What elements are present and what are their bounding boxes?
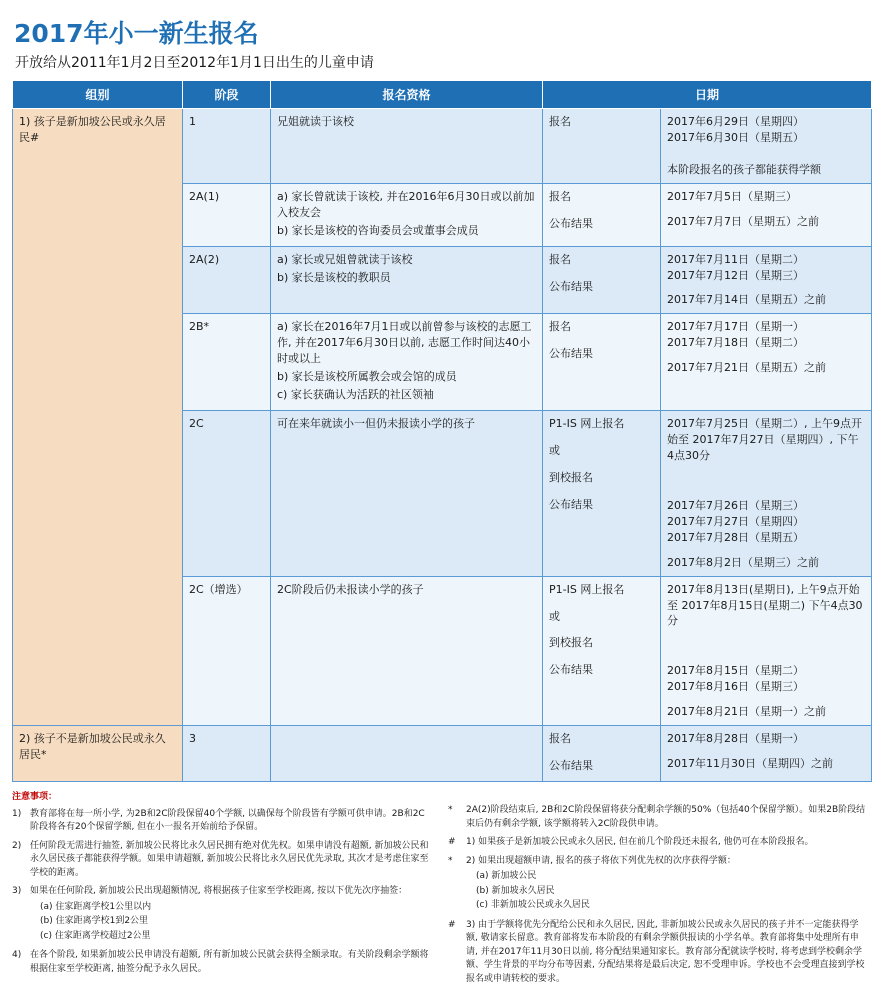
col-header-date: 日期 <box>543 81 872 109</box>
footnote-sublist <box>466 870 866 913</box>
phase-label-cell <box>543 726 661 782</box>
date-line: 2017年8月13日(星期日), 上午9点开始至 2017年8月15日(星期二) 下午4点30分 <box>667 582 863 628</box>
phase-label-cell <box>543 314 661 411</box>
stage-cell: 2B* <box>183 314 271 411</box>
footnote-subitem: (c) 住家距离学校超过2公里 <box>40 930 151 941</box>
phase-dates <box>667 416 865 464</box>
phase-label-cell <box>543 576 661 726</box>
footnote-marker: 1) <box>12 808 22 819</box>
stage-cell: 2C <box>183 411 271 577</box>
phase-label: 报名 <box>549 732 571 746</box>
footnote-sublist <box>30 901 430 944</box>
phase-label: 公布结果 <box>549 347 593 361</box>
phase-dates <box>667 498 865 546</box>
footnote-subitem: (c) 非新加坡公民或永久居民 <box>476 900 590 910</box>
eligibility-item: a) 家长曾就读于该校, 并在2016年6月30日或以前加入校友会 <box>277 189 535 219</box>
date-line: 2017年7月25日（星期二）, 上午9点开始至 2017年7月27日（星期四）, 下午4点30分 <box>667 417 862 462</box>
footnote-item <box>12 840 430 881</box>
footnote-text: 1) 如果孩子是新加坡公民或永久居民, 但在前几个阶段还未报名, 他仍可在本阶段报名。 <box>466 837 814 847</box>
eligibility-cell <box>271 726 543 782</box>
footnote-marker: * <box>448 805 453 815</box>
date-line: 2017年8月16日（星期三） <box>667 680 804 694</box>
date-line: 2017年7月11日（星期二） <box>667 252 804 266</box>
phase-dates <box>667 114 865 178</box>
date-line: 2017年7月7日（星期五）之前 <box>667 214 819 228</box>
eligibility-item: b) 家长是该校的咨询委员会或董事会成员 <box>277 223 479 237</box>
group-cell: 2) 孩子不是新加坡公民或永久居民* <box>13 726 183 782</box>
date-line <box>667 146 865 162</box>
phase-dates <box>667 292 865 308</box>
phase-label: 公布结果 <box>549 759 593 773</box>
phase-label: 或 <box>549 444 560 457</box>
phase-dates <box>667 731 865 747</box>
phase-label: P1-IS 网上报名 <box>549 582 625 596</box>
phase-label: 到校报名 <box>549 636 593 650</box>
eligibility-cell <box>271 246 543 314</box>
footnote-subitem: (b) 新加坡永久居民 <box>476 885 555 896</box>
phase-dates <box>667 756 865 772</box>
date-line: 本阶段报名的孩子都能获得学额 <box>667 162 821 176</box>
date-line: 2017年7月17日（星期一） <box>667 320 804 334</box>
table-body <box>13 109 872 782</box>
eligibility-item: b) 家长是该校所属教会或会馆的成员 <box>277 370 457 384</box>
phase-label-cell <box>543 183 661 246</box>
page-title: 2017年小一新生报名 <box>14 19 259 48</box>
date-line: 2017年6月29日（星期四） <box>667 115 804 128</box>
phase-dates <box>667 214 865 230</box>
phase-dates <box>667 704 865 720</box>
registration-schedule-table <box>12 80 872 782</box>
eligibility-item: b) 家长是该校的教职员 <box>277 270 391 284</box>
phase-dates <box>667 189 865 205</box>
footnote-marker: 4) <box>12 950 22 960</box>
phase-date-cell <box>661 246 872 314</box>
phase-label: 或 <box>549 609 560 623</box>
footnote-item <box>12 885 430 944</box>
footnote-subitem: (a) 新加坡公民 <box>476 871 537 881</box>
table-row <box>13 726 872 782</box>
footnotes-right <box>448 791 866 991</box>
phase-date-cell <box>661 109 872 184</box>
page-subtitle: 开放给从2011年1月2日至2012年1月1日出生的儿童申请 <box>15 55 374 71</box>
date-line: 2017年7月26日（星期三） <box>667 498 804 512</box>
date-line: 2017年7月14日（星期五）之前 <box>667 293 826 307</box>
eligibility-item: 兄姐就读于该校 <box>277 115 354 128</box>
phase-dates <box>667 473 865 489</box>
phase-label: 报名 <box>549 115 571 128</box>
stage-cell: 2A(2) <box>183 246 271 314</box>
phase-label: 报名 <box>549 252 571 266</box>
phase-date-cell <box>661 183 872 246</box>
phase-label-cell <box>543 411 661 577</box>
footnote-text: 任何阶段无需进行抽签, 新加坡公民将比永久居民拥有绝对优先权。如果申请没有超额, 新加坡公民和永久居民孩子都能获得学额。如果申请超额, 新加坡公民将比永久居民优先录取, 其次才是考虑住家至学校的距离。 <box>30 840 429 878</box>
eligibility-cell <box>271 576 543 726</box>
footnote-text: 在各个阶段, 如果新加坡公民申请没有超额, 所有新加坡公民就会获得全额录取。有关阶段剩余学额将根据住家至学校距离, 抽签分配予永久居民。 <box>30 950 429 974</box>
footnote-marker: * <box>448 855 453 866</box>
footnote-text: 2) 如果出现超额申请, 报名的孩子将依下列优先权的次序获得学额： (a) 新加坡公民 (b) 新加坡永久居民 (c) 非新加坡公民或永久居民 <box>466 855 866 914</box>
footnote-marker: 2) <box>12 840 22 851</box>
phase-label: 报名 <box>549 189 571 203</box>
date-line: 2017年8月21日（星期一）之前 <box>667 705 826 719</box>
table-row <box>13 109 872 184</box>
eligibility-cell <box>271 314 543 411</box>
phase-label: 公布结果 <box>549 663 593 677</box>
phase-dates <box>667 555 865 571</box>
footnotes-title: 注意事项： <box>12 792 58 802</box>
phase-label-cell <box>543 109 661 184</box>
footnote-item <box>12 808 430 835</box>
date-line: 2017年7月18日（星期二） <box>667 336 804 350</box>
date-line: 2017年8月2日（星期三）之前 <box>667 555 819 569</box>
footnote-text: 2A(2)阶段结束后, 2B和2C阶段保留将获分配剩余学额的50%（包括40个保留学额）。如果2B阶段结束后仍有剩余学额, 该学额将转入2C阶段供申请。 <box>466 805 866 829</box>
phase-date-cell <box>661 576 872 726</box>
date-line: 2017年7月12日（星期三） <box>667 268 804 282</box>
phase-dates <box>667 360 865 376</box>
footnote-item <box>448 919 866 987</box>
eligibility-cell <box>271 183 543 246</box>
stage-cell: 3 <box>183 726 271 782</box>
phase-label: 公布结果 <box>549 279 593 293</box>
date-line: 2017年7月27日（星期四） <box>667 514 804 528</box>
phase-label: 到校报名 <box>549 470 593 484</box>
phase-label: P1-IS 网上报名 <box>549 417 625 431</box>
phase-dates <box>667 252 865 284</box>
col-header-stage: 阶段 <box>183 81 271 109</box>
footnote-text: 教育部将在每一所小学, 为2B和2C阶段保留40个学额, 以确保每个阶段皆有学额可供申请。2B和2C阶段将各有20个保留学额, 但在小一报名开始前给予保留。 <box>30 808 425 832</box>
eligibility-item: 可在来年就读小一但仍未报读小学的孩子 <box>277 417 475 431</box>
stage-cell: 2C（增选） <box>183 576 271 726</box>
eligibility-item: a) 家长或兄姐曾就读于该校 <box>277 252 413 266</box>
footnote-text: 如果在任何阶段, 新加坡公民出现超额情况, 将根据孩子住家至学校距离, 按以下优先次序抽签： (a) 住家距离学校1公里以内 (b) 住家距离学校1到2公里 (c) 住家距离学校超过2公里 <box>30 885 430 944</box>
phase-dates <box>667 663 865 695</box>
phase-dates <box>667 319 865 351</box>
footnote-text: 3) 由于学额将优先分配给公民和永久居民, 因此, 非新加坡公民或永久居民的孩子并不一定能获得学额, 敬请家长留意。教育部将发布本阶段的有剩余学额供报读的小学名单。教育部将集中处理所有申请, 并在2017年11月30日以前, 将分配结果通知家长。教育部分配就读学校时, 将考虑到学校剩余学额、学生背景的平均分布等因素, 分配结果将是最后决定, 恕不受理申诉。学校也不会受理直接到学校报名或申请转校的要求。 <box>466 919 865 984</box>
table-header-row <box>13 81 872 109</box>
stage-cell: 2A(1) <box>183 183 271 246</box>
phase-date-cell <box>661 411 872 577</box>
date-line: 2017年7月21日（星期五）之前 <box>667 361 826 375</box>
footnote-item <box>448 836 866 850</box>
eligibility-cell <box>271 109 543 184</box>
footnote-marker: 3) <box>12 886 22 896</box>
eligibility-item: a) 家长在2016年7月1日或以前曾参与该校的志愿工作, 并在2017年6月30日以前, 志愿工作时间达40小时或以上 <box>277 320 532 366</box>
phase-label: 公布结果 <box>549 216 593 230</box>
footnote-subitem: (a) 住家距离学校1公里以内 <box>40 901 152 912</box>
footnotes <box>12 791 871 991</box>
footnote-marker: # <box>448 837 456 847</box>
group-cell: 1) 孩子是新加坡公民或永久居民# <box>13 109 183 726</box>
phase-label: 公布结果 <box>549 497 593 511</box>
col-header-group: 组别 <box>13 81 183 109</box>
phase-date-cell <box>661 726 872 782</box>
footnote-marker: # <box>448 919 456 930</box>
phase-dates <box>667 638 865 654</box>
eligibility-item: 2C阶段后仍未报读小学的孩子 <box>277 582 424 596</box>
date-line: 2017年6月30日（星期五） <box>667 130 804 144</box>
date-line: 2017年11月30日（星期四）之前 <box>667 757 833 771</box>
phase-label: 报名 <box>549 320 571 334</box>
eligibility-item: c) 家长获确认为活跃的社区领袖 <box>277 388 434 402</box>
date-line: 2017年8月28日（星期一） <box>667 732 804 746</box>
col-header-eligibility: 报名资格 <box>271 81 543 109</box>
footnote-subitem: (b) 住家距离学校1到2公里 <box>40 916 149 926</box>
phase-date-cell <box>661 314 872 411</box>
footnote-item <box>448 855 866 914</box>
footnotes-left <box>12 791 430 991</box>
date-line: 2017年8月15日（星期二） <box>667 664 804 678</box>
footnote-item <box>12 949 430 976</box>
footnote-item <box>448 804 866 831</box>
stage-cell: 1 <box>183 109 271 184</box>
date-line: 2017年7月28日（星期五） <box>667 530 804 544</box>
phase-label-cell <box>543 246 661 314</box>
phase-dates <box>667 582 865 630</box>
eligibility-cell <box>271 411 543 577</box>
date-line: 2017年7月5日（星期三） <box>667 189 797 203</box>
